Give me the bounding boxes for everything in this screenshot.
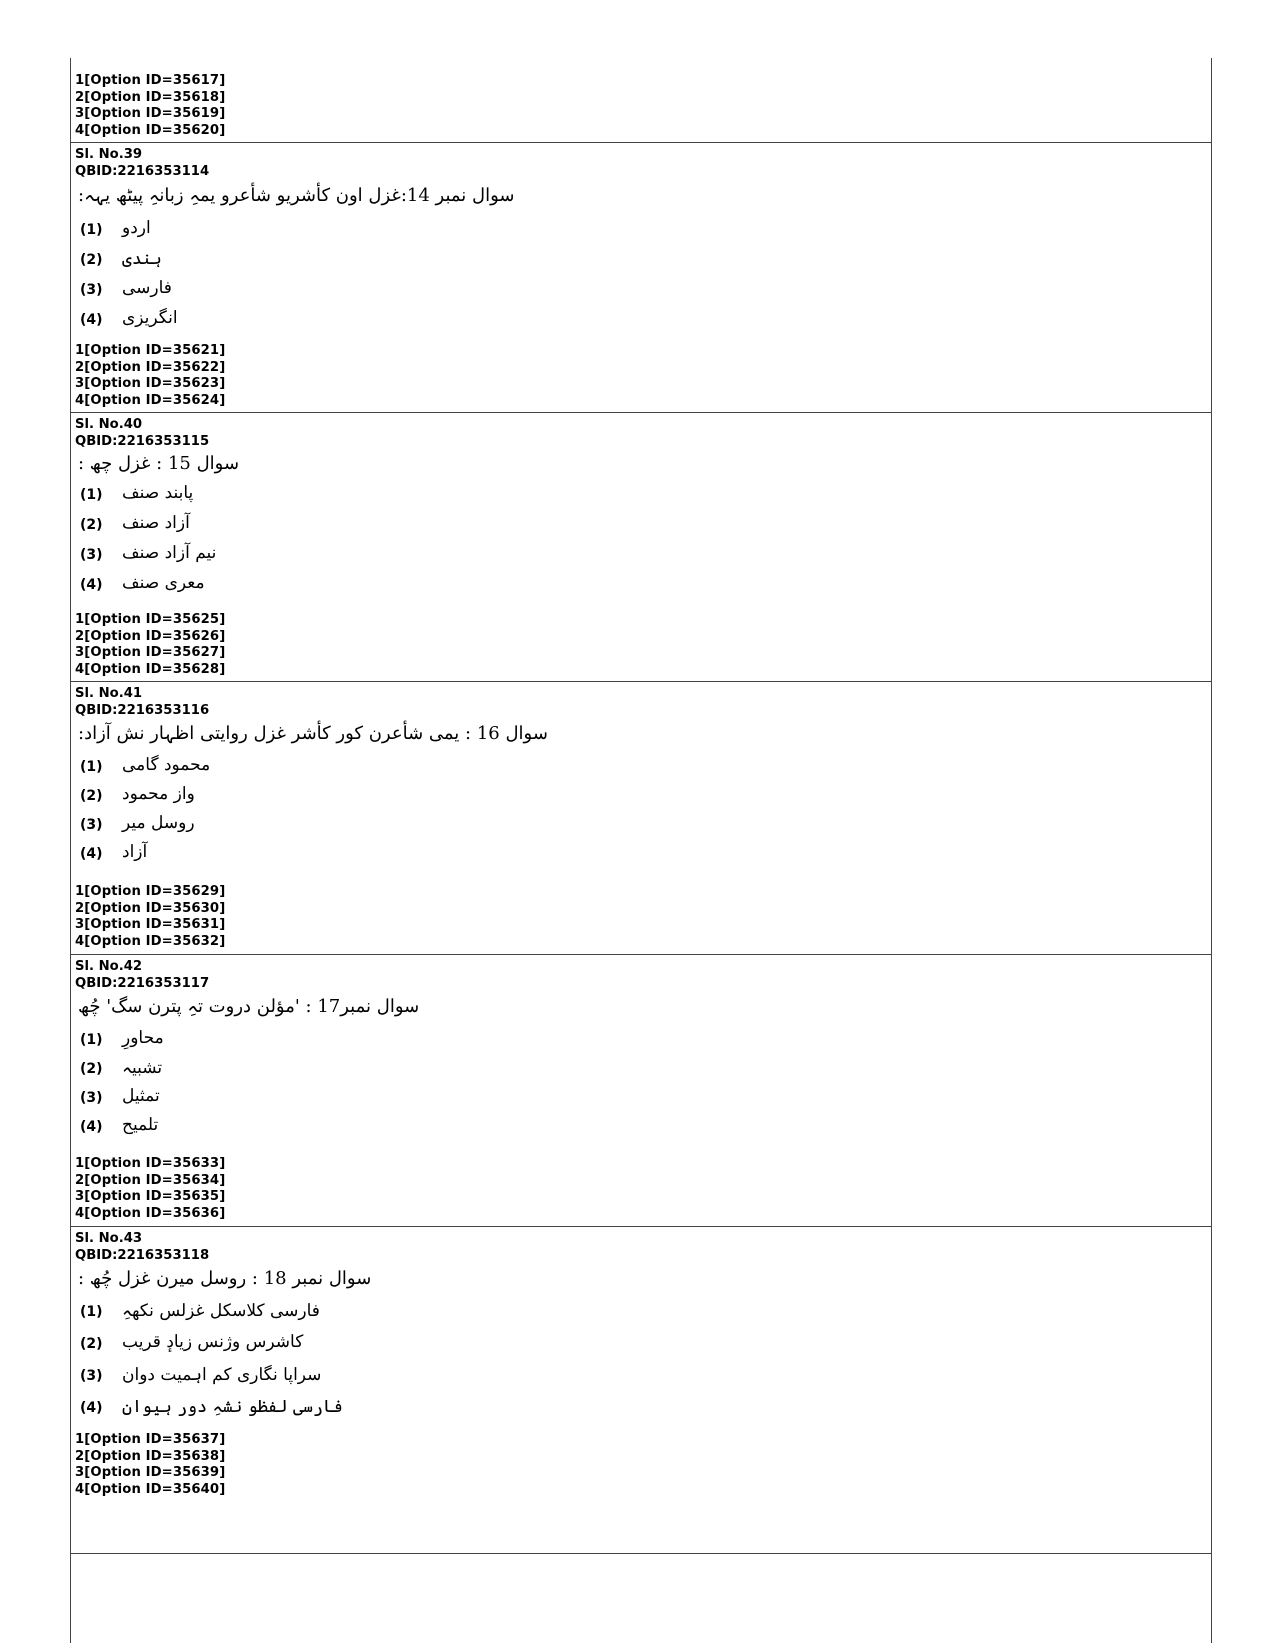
option-number: (2) bbox=[80, 517, 103, 533]
option-number: (4) bbox=[80, 1119, 103, 1135]
serial-number: Sl. No.42 bbox=[75, 959, 143, 974]
option-number: (3) bbox=[80, 1368, 103, 1384]
option-id: 4[Option ID=35632] bbox=[75, 934, 226, 950]
option-number: (2) bbox=[80, 1336, 103, 1352]
option-text: محمود گامی bbox=[122, 755, 211, 775]
option-number: (3) bbox=[80, 547, 103, 563]
option-number: (3) bbox=[80, 282, 103, 298]
option-id-list bbox=[75, 612, 225, 679]
option-number: (4) bbox=[80, 577, 103, 593]
option-text: تلمیح bbox=[122, 1115, 159, 1135]
option-text: محاورِ bbox=[122, 1028, 164, 1048]
option-id: 1[Option ID=35629] bbox=[75, 884, 226, 899]
option-id: 2[Option ID=35622] bbox=[75, 359, 226, 375]
option-id: 1[Option ID=35633] bbox=[75, 1156, 226, 1171]
serial-number: Sl. No.41 bbox=[75, 686, 143, 701]
option-id-list bbox=[75, 343, 225, 410]
option-text: تشبیہ bbox=[122, 1058, 163, 1078]
option-id: 2[Option ID=35634] bbox=[75, 1172, 226, 1188]
qbid: QBID:2216353115 bbox=[75, 433, 210, 449]
option-id: 2[Option ID=35638] bbox=[75, 1448, 226, 1464]
question-text: سوال 16 : یمی شأعرن کور کأشر غزل روایتی اظہار نش آزاد: bbox=[78, 723, 548, 744]
option-number: (2) bbox=[80, 252, 103, 268]
question-text: سوال نمبر17 : 'مؤلن دروت تہِ پترن سگ' چُھ bbox=[78, 996, 420, 1017]
option-id: 4[Option ID=35640] bbox=[75, 1482, 226, 1498]
option-text: پابند صنف bbox=[122, 483, 194, 503]
option-id: 3[Option ID=35639] bbox=[75, 1465, 226, 1481]
option-id: 3[Option ID=35623] bbox=[75, 376, 226, 392]
question-header bbox=[75, 686, 209, 719]
option-text: نیم آزاد صنف bbox=[122, 543, 217, 563]
option-id: 4[Option ID=35624] bbox=[75, 393, 226, 409]
question-header bbox=[75, 959, 209, 992]
option-number: (3) bbox=[80, 817, 103, 833]
option-number: (2) bbox=[80, 1061, 103, 1077]
serial-number: Sl. No.40 bbox=[75, 417, 143, 432]
qbid: QBID:2216353114 bbox=[75, 163, 210, 179]
option-id: 2[Option ID=35630] bbox=[75, 900, 226, 916]
option-id: 1[Option ID=35621] bbox=[75, 343, 226, 358]
option-number: (1) bbox=[80, 487, 103, 503]
option-text: کاشرس وژنس زیادٕ قریب bbox=[122, 1332, 304, 1352]
previous-question-tail bbox=[70, 58, 1212, 143]
option-id: 4[Option ID=35628] bbox=[75, 662, 226, 678]
question-sheet bbox=[70, 58, 1212, 1643]
option-text: تمثیل bbox=[122, 1086, 160, 1106]
option-id: 4[Option ID=35636] bbox=[75, 1206, 226, 1222]
option-id-list bbox=[75, 73, 225, 140]
option-number: (3) bbox=[80, 1090, 103, 1106]
option-id: 4[Option ID=35620] bbox=[75, 123, 226, 139]
option-id: 2[Option ID=35618] bbox=[75, 89, 226, 105]
question-block bbox=[70, 955, 1212, 1227]
option-text: فارسی کلاسکل غزلس نکھہِ bbox=[122, 1301, 320, 1321]
option-text: ہندی bbox=[122, 249, 162, 269]
qbid: QBID:2216353117 bbox=[75, 975, 210, 991]
option-text: انگریزی bbox=[122, 308, 178, 328]
serial-number: Sl. No.43 bbox=[75, 1231, 143, 1246]
option-number: (4) bbox=[80, 1400, 103, 1416]
question-text: سوال نمبر 14:غزل اون کأشریو شأعرو یمہِ زبانہِ پیٹھ یہہ: bbox=[78, 185, 515, 206]
option-id: 3[Option ID=35631] bbox=[75, 917, 226, 933]
option-text: فارسی لفظو نشہِ دور ہیوان bbox=[122, 1397, 343, 1417]
option-id: 3[Option ID=35627] bbox=[75, 645, 226, 661]
option-id: 1[Option ID=35637] bbox=[75, 1432, 226, 1447]
option-number: (1) bbox=[80, 1032, 103, 1048]
option-text: معری صنف bbox=[122, 573, 205, 593]
option-text: سراپا نگاری کم اہمیت دوان bbox=[122, 1365, 322, 1385]
question-block bbox=[70, 143, 1212, 413]
question-header bbox=[75, 417, 209, 450]
option-number: (2) bbox=[80, 788, 103, 804]
question-block bbox=[70, 682, 1212, 955]
option-id-list bbox=[75, 1432, 225, 1499]
question-text: سوال 15 : غزل چھ : bbox=[78, 453, 240, 474]
option-number: (1) bbox=[80, 1304, 103, 1320]
option-text: آزاد صنف bbox=[122, 513, 190, 533]
option-id: 1[Option ID=35625] bbox=[75, 612, 226, 627]
option-id: 3[Option ID=35635] bbox=[75, 1189, 226, 1205]
question-block bbox=[70, 413, 1212, 682]
option-id: 2[Option ID=35626] bbox=[75, 628, 226, 644]
qbid: QBID:2216353116 bbox=[75, 702, 210, 718]
serial-number: Sl. No.39 bbox=[75, 147, 143, 162]
question-block bbox=[70, 1227, 1212, 1554]
question-header bbox=[75, 147, 209, 180]
option-number: (1) bbox=[80, 222, 103, 238]
question-text: سوال نمبر 18 : روسل میرن غزل چُھ : bbox=[78, 1268, 372, 1289]
option-id: 1[Option ID=35617] bbox=[75, 73, 226, 88]
option-text: روسل میر bbox=[122, 813, 195, 833]
option-text: واز محمود bbox=[122, 784, 195, 804]
option-text: آزاد bbox=[122, 842, 148, 862]
option-number: (4) bbox=[80, 312, 103, 328]
option-text: فارسی bbox=[122, 278, 172, 298]
qbid: QBID:2216353118 bbox=[75, 1247, 210, 1263]
option-text: اردو bbox=[122, 218, 151, 238]
option-id-list bbox=[75, 884, 225, 951]
option-id: 3[Option ID=35619] bbox=[75, 106, 226, 122]
option-number: (4) bbox=[80, 846, 103, 862]
option-number: (1) bbox=[80, 759, 103, 775]
option-id-list bbox=[75, 1156, 225, 1223]
question-header bbox=[75, 1231, 209, 1264]
